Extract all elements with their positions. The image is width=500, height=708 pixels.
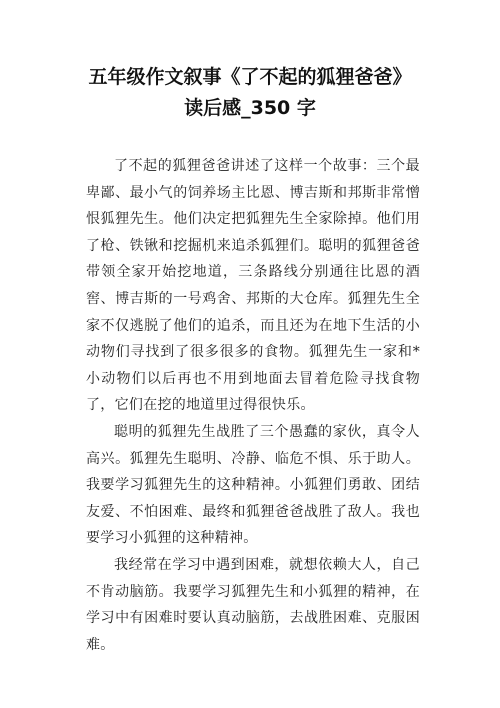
title-line-2: 读后感_350 字 bbox=[184, 97, 316, 119]
paragraph-3: 我经常在学习中遇到困难，就想依赖大人，自己不肯动脑筋。我要学习狐狸先生和小狐狸的精神，在学习中有困难时要认真动脑筋，去战胜困难、克服困难。 bbox=[86, 556, 420, 653]
paragraph-2: 聪明的狐狸先生战胜了三个愚蠢的家伙，真令人高兴。狐狸先生聪明、冷静、临危不惧、乐于助人。我要学习狐狸先生的这种精神。小狐狸们勇敢、团结友爱、不怕困难、最终和狐狸爸爸战胜了敌人。我也要学习小狐狸的这种精神。 bbox=[86, 423, 420, 547]
document-title bbox=[40, 62, 460, 124]
document-body bbox=[86, 153, 420, 658]
title-line-1: 五年级作文叙事《了不起的狐狸爸爸》 bbox=[88, 66, 412, 88]
paragraph-1: 了不起的狐狸爸爸讲述了这样一个故事：三个最卑鄙、最小气的饲养场主比恩、博吉斯和邦斯非常憎恨狐狸先生。他们决定把狐狸先生全家除掉。他们用了枪、铁锹和挖掘机来追杀狐狸们。聪明的狐狸爸爸带领全家开始挖地道，三条路线分别通往比恩的酒窖、博吉斯的一号鸡舍、邦斯的大仓库。狐狸先生全家不仅逃脱了他们的追杀，而且还为在地下生活的小动物们寻找到了很多很多的食物。狐狸先生一家和*小动物们以后再也不用到地面去冒着危险寻找食物了，它们在挖的地道里过得很快乐。 bbox=[86, 158, 420, 414]
